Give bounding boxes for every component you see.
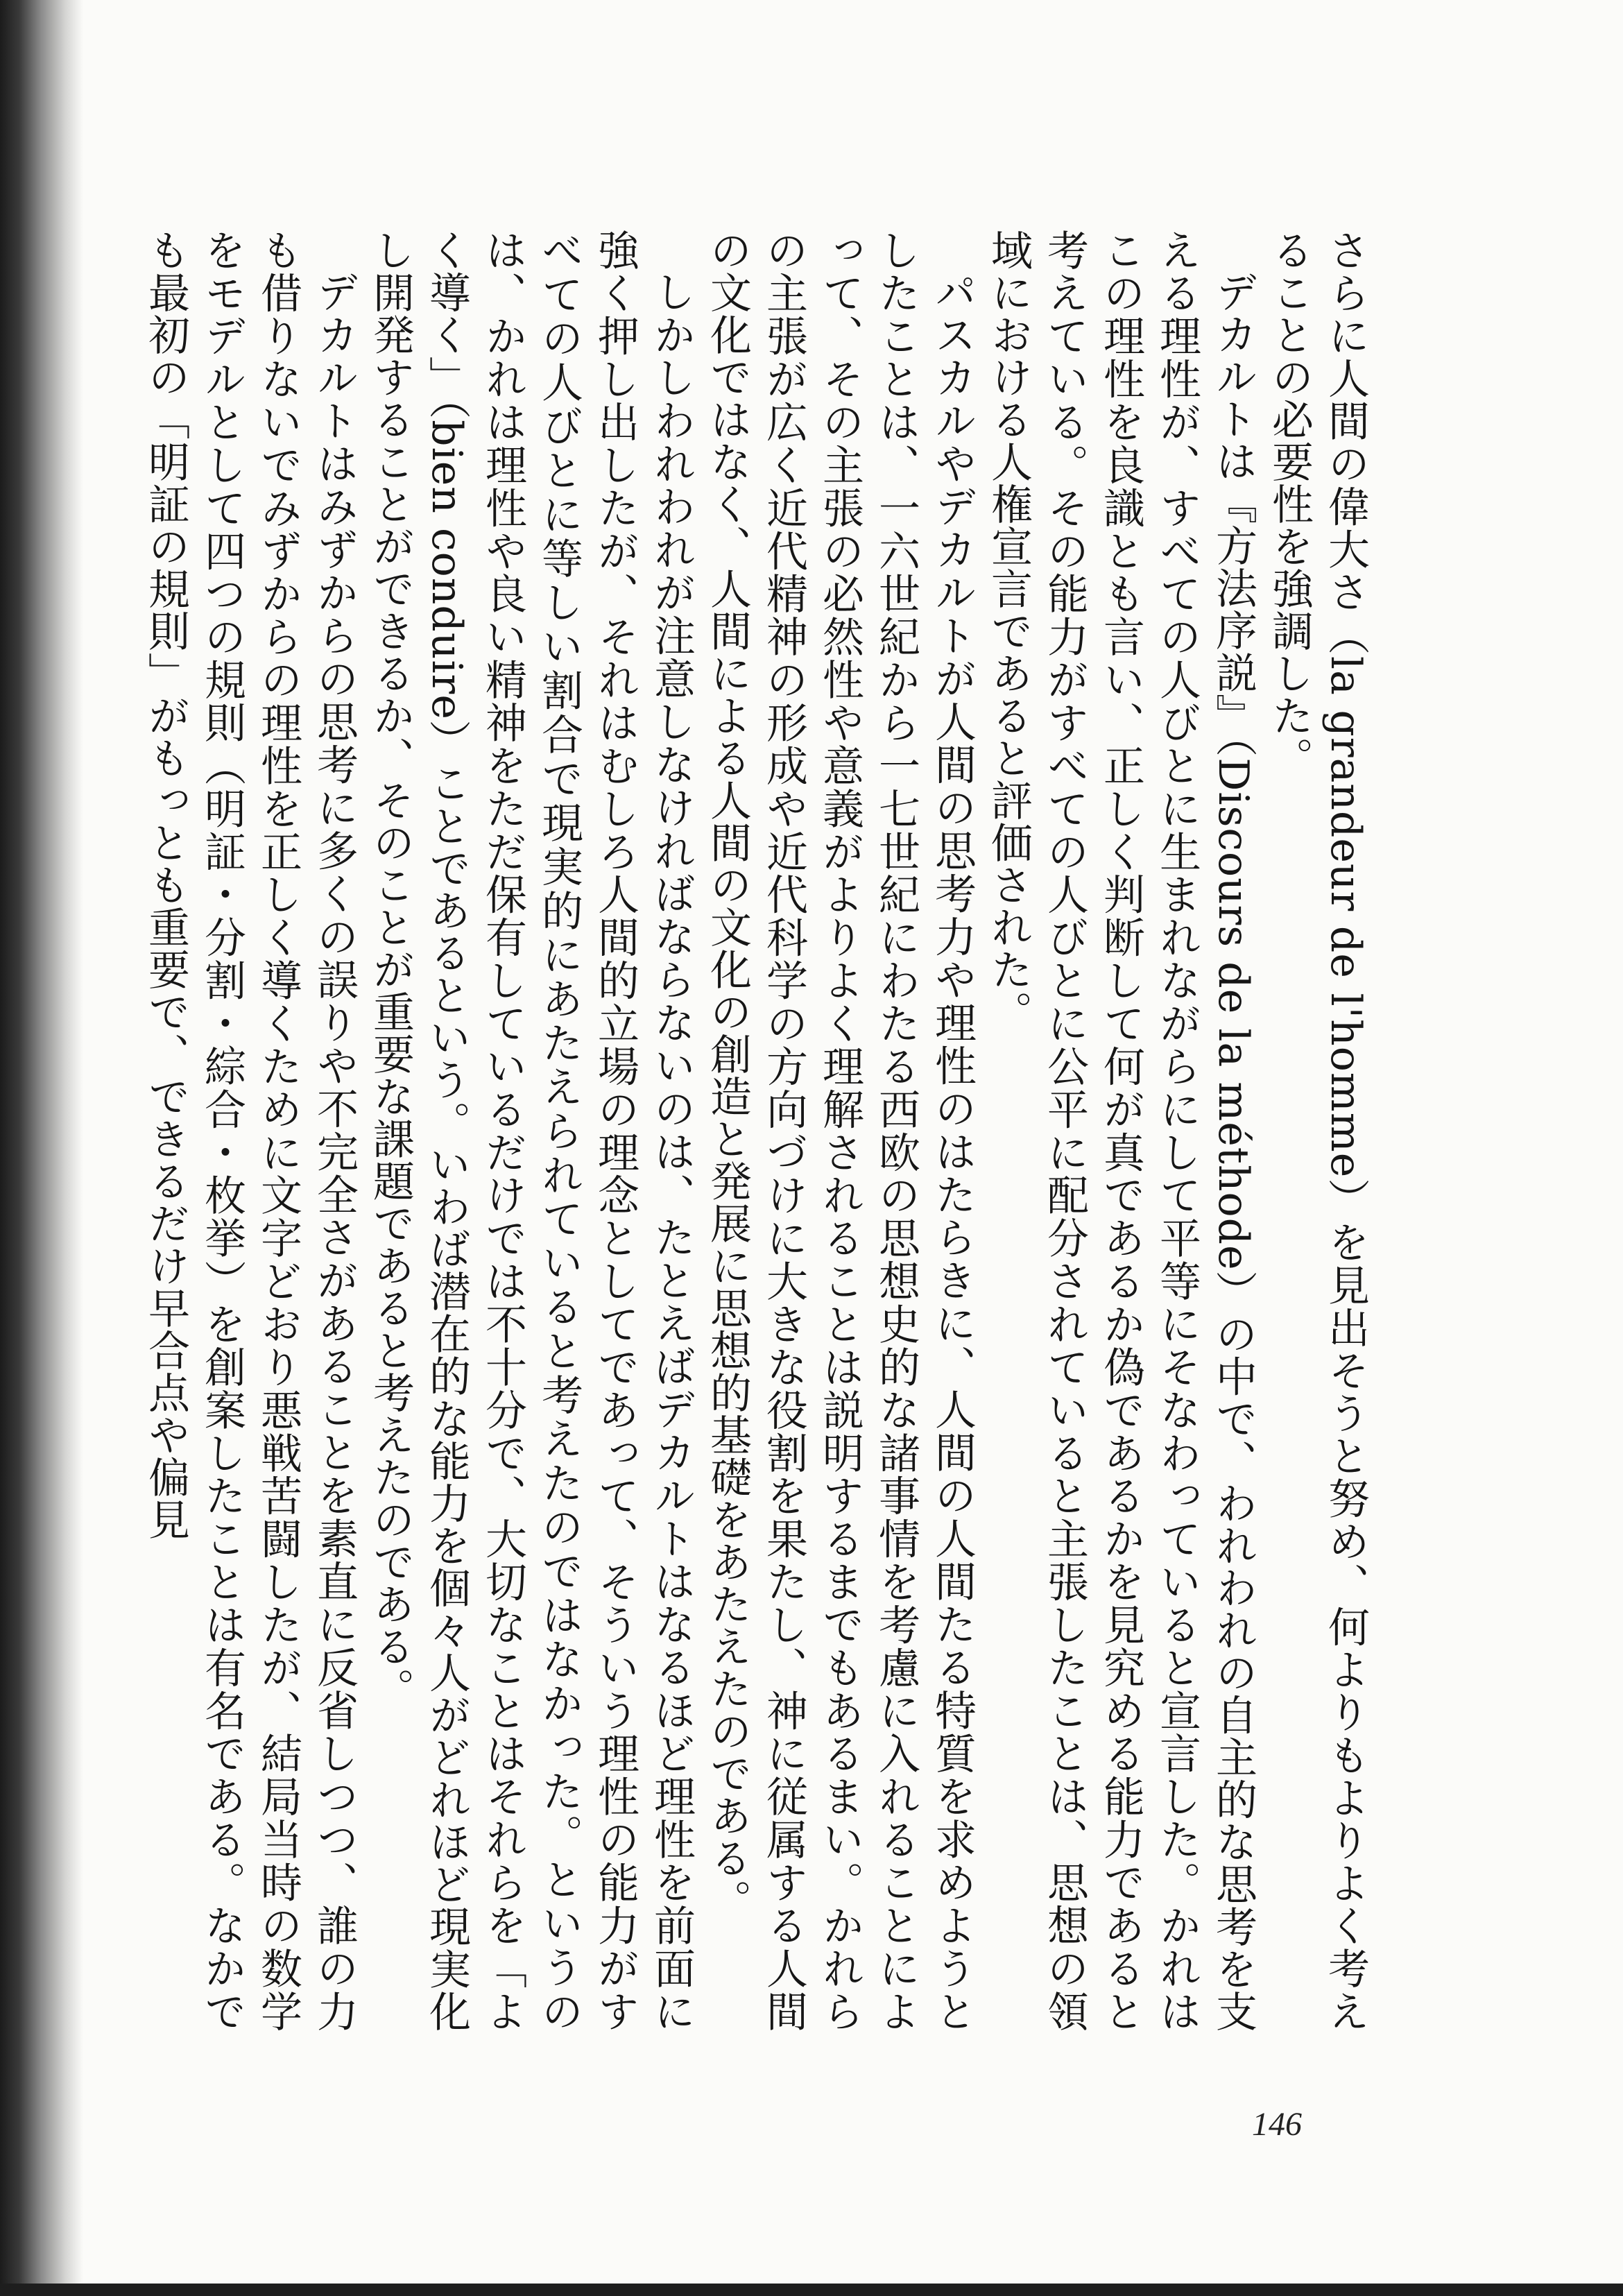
paragraph-reason-guidance: しかしわれわれが注意しなければならないのは、たとえばデカルトはなるほど理性を前面に強く押し出したが、それはむしろ人間的立場の理念としてであって、そういう理性の能力がすべての人びとに等しい割合で現実的にあたえられていると考えたのではなかった。というのは、かれは理性や良い精神をただ保有しているだけでは不十分で、大切なことはそれらを「よく導く」（bien conduire）ことであるという。いわば潜在的な能力を個々人がどれほど現実化し開発することができるか、そのことが重要な課題であると考えたのである。 xyxy=(366,229,696,2032)
paragraph-descartes-discourse: デカルトは『方法序説』（Discours de la méthode）の中で、われわれの自主的な思考を支える理性が、すべての人びとに生まれながらにして平等にそなわっていると宣言した。かれはこの理性を良識とも言い、正しく判断して何が真であるか偽であるかを見究める能力であると考えている。その能力がすべての人びとに公平に配分されていると主張したことは、思想の領域における人権宣言であると評価された。 xyxy=(984,229,1257,2033)
scan-edge-shadow xyxy=(0,0,83,2296)
paragraph-continuation: さらに人間の偉大さ（la grandeur de l'homme）を見出そうと努め、何よりもよりよく考えることの必要性を強調した。 xyxy=(1265,229,1370,2032)
vertical-text-body xyxy=(137,229,1373,2032)
scan-bottom-edge xyxy=(0,2284,1623,2296)
page-number: 146 xyxy=(1252,2106,1302,2143)
paragraph-pascal-descartes: パスカルやデカルトが人間の思考力や理性のはたらきに、人間の人間たる特質を求めようとしたことは、一六世紀から一七世紀にわたる西欧の思想史的な諸事情を考慮に入れることによって、その主張の必然性や意義がよりよく理解されることは説明するまでもあるまい。かれらの主張が広く近代精神の形成や近代科学の方向づけに大きな役割を果たし、神に従属する人間の文化ではなく、人間による人間の文化の創造と発展に思想的基礎をあたえたのである。 xyxy=(703,229,977,2032)
paragraph-four-rules: デカルトはみずからの思考に多くの誤りや不完全さがあることを素直に反省しつつ、誰の力も借りないでみずからの理性を正しく導くために文字どおり悪戦苦闘したが、結局当時の数学をモデルとして四つの規則（明証・分割・綜合・枚挙）を創案したことは有名である。なかでも最初の「明証の規則」がもっとも重要で、できるだけ早合点や偏見 xyxy=(141,229,359,2032)
